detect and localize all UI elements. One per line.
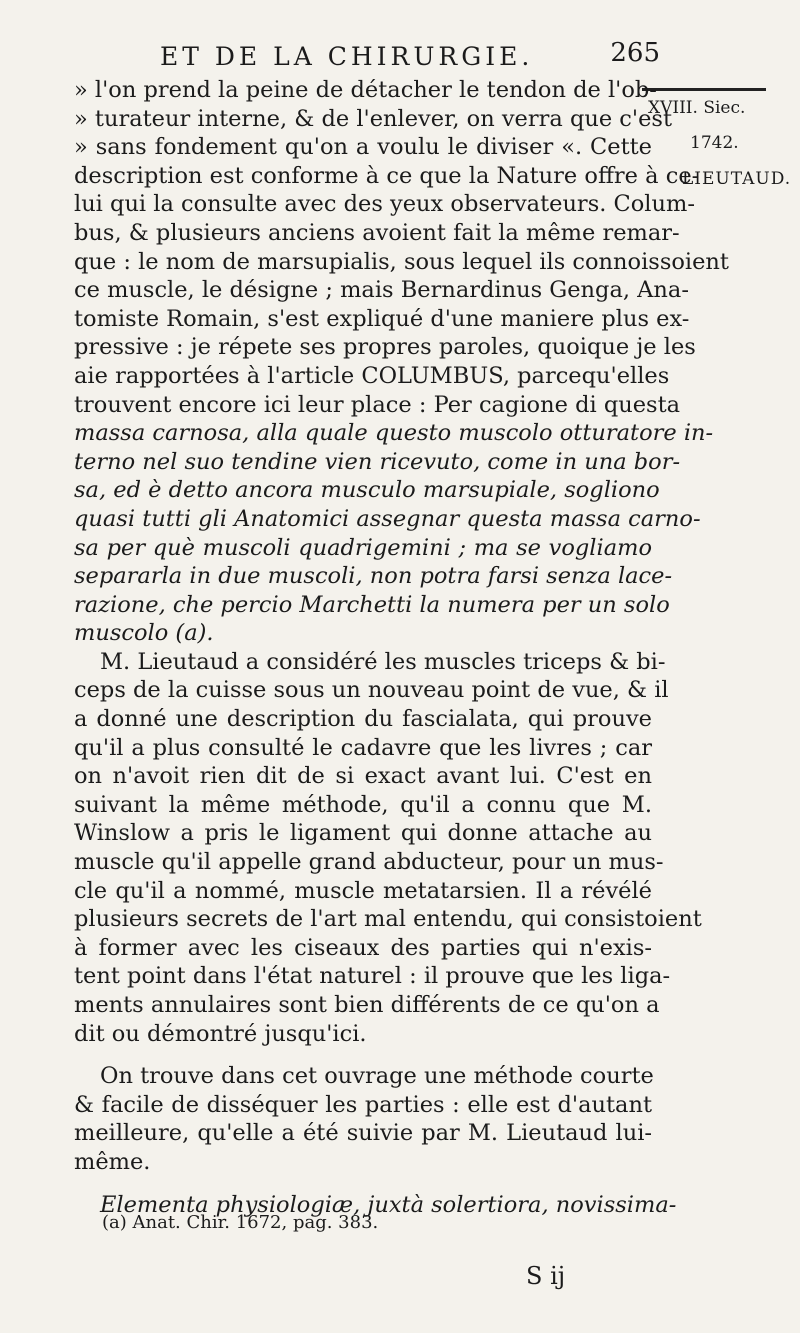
italian-quote-line: razione, che percio Marchetti la numera per un solo xyxy=(74,591,670,618)
text-line: & facile de disséquer les parties : elle est d'autant xyxy=(74,1091,652,1118)
margin-rule xyxy=(642,88,766,91)
margin-note-author: LIEUTAUD. xyxy=(682,169,792,189)
text-line: ments annulaires sont bien différents de ce qu'on a xyxy=(74,992,660,1018)
text-line: » sans fondement qu'on a voulu le diviser «. Cette xyxy=(74,134,652,161)
text-line: à former avec les ciseaux des parties qui n'exis- xyxy=(74,934,652,961)
text-line: bus, & plusieurs anciens avoient fait la même remar- xyxy=(74,219,680,246)
text-line: cle qu'il a nommé, muscle metatarsien. Il a révélé xyxy=(74,877,652,904)
text-line: meilleure, qu'elle a été suivie par M. Lieutaud lui- xyxy=(74,1120,652,1147)
italian-quote-line: quasi tutti gli Anatomici assegnar questa massa carno- xyxy=(74,505,701,532)
text-line: trouvent encore ici leur place : Per cagione di questa xyxy=(74,391,681,418)
text-line: on n'avoit rien dit de si exact avant lui. C'est en xyxy=(74,763,652,790)
text-line: » turateur interne, & de l'enlever, on verra que c'est xyxy=(74,105,672,132)
book-title-line: Elementa physiologiæ, juxtà solertiora, novissima- xyxy=(100,1191,677,1218)
text-line: plusieurs secrets de l'art mal entendu, qui consistoient xyxy=(74,906,702,933)
running-head xyxy=(160,38,660,78)
running-head-title: ET DE LA CHIRURGIE. xyxy=(160,42,534,71)
signature-mark: S ij xyxy=(526,1262,566,1290)
text-line: tomiste Romain, s'est expliqué d'une maniere plus ex- xyxy=(74,305,690,332)
text-line: ceps de la cuisse sous un nouveau point de vue, & il xyxy=(74,677,669,704)
text-line: » l'on prend la peine de détacher le tendon de l'ob- xyxy=(74,77,657,103)
paragraph-start-line: M. Lieutaud a considéré les muscles triceps & bi- xyxy=(100,648,666,675)
text-line: pressive : je répete ses propres paroles, quoique je les xyxy=(74,334,696,361)
italian-quote-line: sa, ed è detto ancora musculo marsupiale, sogliono xyxy=(74,477,660,504)
text-line: description est conforme à ce que la Nature offre à ce- xyxy=(74,162,700,189)
text-line: tent point dans l'état naturel : il prouve que les liga- xyxy=(74,963,671,990)
text-line: dit ou démontré jusqu'ici. xyxy=(74,1020,367,1047)
paragraph-start-line: On trouve dans cet ouvrage une méthode courte xyxy=(100,1063,654,1090)
text-line: Winslow a pris le ligament qui donne attache au xyxy=(74,820,652,847)
italian-quote-line: muscolo (a). xyxy=(74,620,214,647)
text-line: suivant la même méthode, qu'il a connu que M. xyxy=(74,791,652,818)
text-line: que : le nom de marsupialis, sous lequel ils connoissoient xyxy=(74,248,729,275)
margin-note-century: XVIII. Siec. xyxy=(648,98,746,118)
italian-quote-line: massa carnosa, alla quale questo muscolo otturatore in- xyxy=(74,420,714,447)
italian-quote-line: sa per què muscoli quadrigemini ; ma se vogliamo xyxy=(74,534,652,561)
italian-quote-line: separarla in due muscoli, non potra farsi senza lace- xyxy=(74,563,673,590)
page-number: 265 xyxy=(610,38,660,68)
text-line: lui qui la consulte avec des yeux observateurs. Colum- xyxy=(74,191,695,218)
margin-note-year: 1742. xyxy=(690,133,739,153)
text-line: aie rapportées à l'article COLUMBUS, parcequ'elles xyxy=(74,362,670,389)
footnote: (a) Anat. Chir. 1672, pag. 383. xyxy=(102,1212,379,1233)
text-line: qu'il a plus consulté le cadavre que les livres ; car xyxy=(74,734,652,761)
text-line: a donné une description du fascialata, qui prouve xyxy=(74,706,652,733)
italian-quote-line: terno nel suo tendine vien ricevuto, come in una bor- xyxy=(74,448,681,475)
text-line: ce muscle, le désigne ; mais Bernardinus Genga, Ana- xyxy=(74,277,689,304)
text-line: même. xyxy=(74,1148,151,1175)
text-line: muscle qu'il appelle grand abducteur, pour un mus- xyxy=(74,849,664,876)
